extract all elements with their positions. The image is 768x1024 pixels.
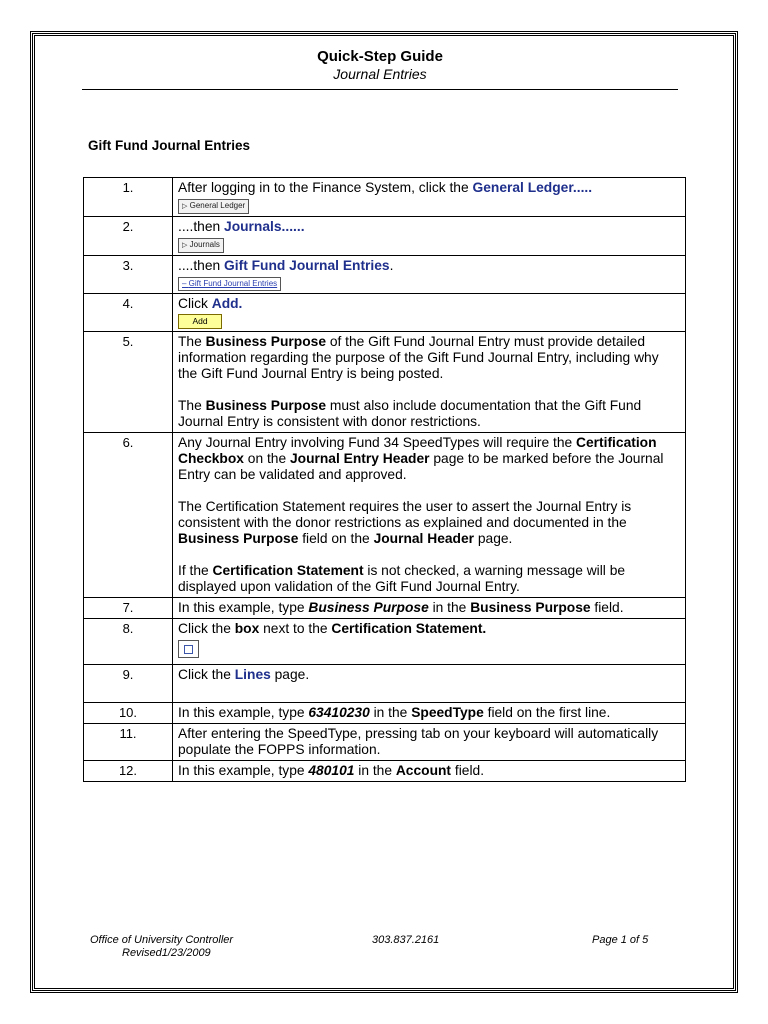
step-number: 12.	[84, 761, 173, 782]
step-number: 7.	[84, 598, 173, 619]
step-bold: Business Purpose	[470, 600, 591, 615]
step-bold-italic: 480101	[308, 763, 355, 778]
document-title: Quick-Step Guide	[317, 48, 443, 65]
step-bold: Account	[395, 763, 452, 778]
step-bold: Certification Statement	[212, 563, 364, 578]
step-text	[173, 703, 686, 724]
journals-menu-screenshot	[178, 238, 224, 253]
step-highlight: Lines	[234, 667, 271, 682]
step-highlight: Add.	[211, 296, 243, 311]
step-text-plain: Click the	[178, 621, 235, 636]
step-row-2	[84, 217, 686, 256]
gift-fund-journal-entries-link-screenshot: – Gift Fund Journal Entries	[178, 277, 281, 291]
step-text-plain: After logging in to the Finance System, click the	[178, 180, 473, 195]
step-text-plain: In this example, type	[178, 600, 309, 615]
step-text-plain: in the	[354, 763, 396, 778]
step-bold: Journal Header	[373, 531, 475, 546]
step-text	[173, 217, 686, 256]
step-text-plain: .	[389, 258, 394, 273]
document-subtitle: Journal Entries	[333, 66, 427, 82]
step-number: 5.	[84, 332, 173, 433]
step-text	[173, 294, 686, 332]
step-row-3	[84, 256, 686, 294]
step-text-plain: field on the	[298, 531, 374, 546]
step-bold: Certification Statement.	[331, 621, 487, 636]
step-bold: Certification Checkbox	[178, 435, 657, 466]
step-text	[173, 178, 686, 217]
step-text-plain: next to the	[259, 621, 332, 636]
step-text-plain: on the	[243, 451, 290, 466]
step-number: 1.	[84, 178, 173, 217]
triangle-right-icon: ▷	[182, 203, 188, 210]
step-text-plain: In this example, type	[178, 705, 309, 720]
step-number: 3.	[84, 256, 173, 294]
step-paragraph	[178, 563, 681, 595]
step-text	[173, 665, 686, 703]
footer-office	[90, 934, 270, 960]
menu-label: Journals	[189, 240, 220, 249]
step-text-plain: field.	[451, 763, 485, 778]
footer-page-number: Page 1 of 5	[592, 934, 649, 946]
step-number: 9.	[84, 665, 173, 703]
step-number: 10.	[84, 703, 173, 724]
step-bold-italic: 63410230	[308, 705, 370, 720]
step-text-plain: in the	[428, 600, 471, 615]
step-highlight: General Ledger.....	[472, 180, 593, 195]
step-text-plain: of the Gift Fund Journal Entry must provide detailed information regarding the purpose of the Gift Fund Journal Entry, including why the Gift Fund Journal Entry is being posted.	[178, 334, 659, 381]
step-paragraph	[178, 435, 681, 483]
step-row-12	[84, 761, 686, 782]
step-row-9	[84, 665, 686, 703]
step-text	[173, 598, 686, 619]
step-text	[173, 256, 686, 294]
step-number: 4.	[84, 294, 173, 332]
step-text-plain: ....then	[178, 219, 225, 234]
menu-label: Gift Fund Journal Entries	[188, 279, 278, 288]
step-text	[173, 761, 686, 782]
step-text-plain: If the	[178, 563, 213, 578]
footer-office-name: Office of University Controller	[90, 934, 234, 946]
step-row-10	[84, 703, 686, 724]
step-text-plain: field on the first line.	[483, 705, 611, 720]
step-number: 11.	[84, 724, 173, 761]
step-text-plain: must also include documentation that the Gift Fund Journal Entry is consistent with donor restrictions.	[178, 398, 642, 429]
step-row-8	[84, 619, 686, 665]
step-text-plain: page.	[474, 531, 513, 546]
step-row-11	[84, 724, 686, 761]
section-title: Gift Fund Journal Entries	[88, 138, 251, 153]
step-text-plain: The	[178, 334, 206, 349]
step-text-plain: in the	[369, 705, 412, 720]
step-text	[173, 619, 686, 665]
step-row-1	[84, 178, 686, 217]
step-text-plain: After entering the SpeedType, pressing tab on your keyboard will automatically populate the FOPPS information.	[178, 726, 659, 757]
step-paragraph	[178, 499, 681, 547]
step-row-6	[84, 433, 686, 598]
step-paragraph	[178, 334, 681, 382]
header-divider	[82, 89, 678, 90]
step-text-plain: Any Journal Entry involving Fund 34 SpeedTypes will require the	[178, 435, 577, 450]
document-header	[82, 48, 678, 83]
step-text-plain: page.	[270, 667, 310, 682]
step-text	[173, 724, 686, 761]
step-bold: Business Purpose	[178, 531, 299, 546]
step-paragraph	[178, 398, 681, 430]
steps-table	[83, 177, 686, 782]
step-text-plain: page to be marked before the Journal Entry can be validated and approved.	[178, 451, 664, 482]
step-text-plain: The Certification Statement requires the user to assert the Journal Entry is consistent with the donor restrictions as explained and documented in the	[178, 499, 632, 530]
menu-label: General Ledger	[189, 201, 246, 210]
step-bold: Journal Entry Header	[289, 451, 430, 466]
add-button-screenshot: Add	[178, 314, 222, 329]
step-text-plain: In this example, type	[178, 763, 309, 778]
step-text-plain: ....then	[178, 258, 225, 273]
step-text-plain: is not checked, a warning message will be displayed upon validation of the Gift Fund Journal Entry.	[178, 563, 626, 594]
step-number: 2.	[84, 217, 173, 256]
step-bold-italic: Business Purpose	[308, 600, 429, 615]
step-row-5	[84, 332, 686, 433]
step-highlight: Journals......	[224, 219, 305, 234]
step-number: 6.	[84, 433, 173, 598]
footer-revised-date: Revised1/23/2009	[122, 947, 211, 959]
step-text-plain: Click the	[178, 667, 235, 682]
step-bold: Business Purpose	[205, 398, 326, 413]
certification-checkbox-screenshot	[178, 640, 199, 658]
step-bold: Business Purpose	[205, 334, 326, 349]
step-text-plain: Click	[178, 296, 212, 311]
step-text	[173, 332, 686, 433]
step-number: 8.	[84, 619, 173, 665]
step-text	[173, 433, 686, 598]
step-row-4	[84, 294, 686, 332]
step-highlight: Gift Fund Journal Entries	[224, 258, 390, 273]
step-text-plain: The	[178, 398, 206, 413]
checkbox-icon	[184, 645, 193, 654]
triangle-right-icon: ▷	[182, 242, 188, 249]
step-text-plain: field.	[590, 600, 624, 615]
step-bold: SpeedType	[411, 705, 484, 720]
footer-phone: 303.837.2161	[372, 934, 440, 946]
step-bold: box	[234, 621, 260, 636]
general-ledger-menu-screenshot	[178, 199, 249, 214]
step-row-7	[84, 598, 686, 619]
